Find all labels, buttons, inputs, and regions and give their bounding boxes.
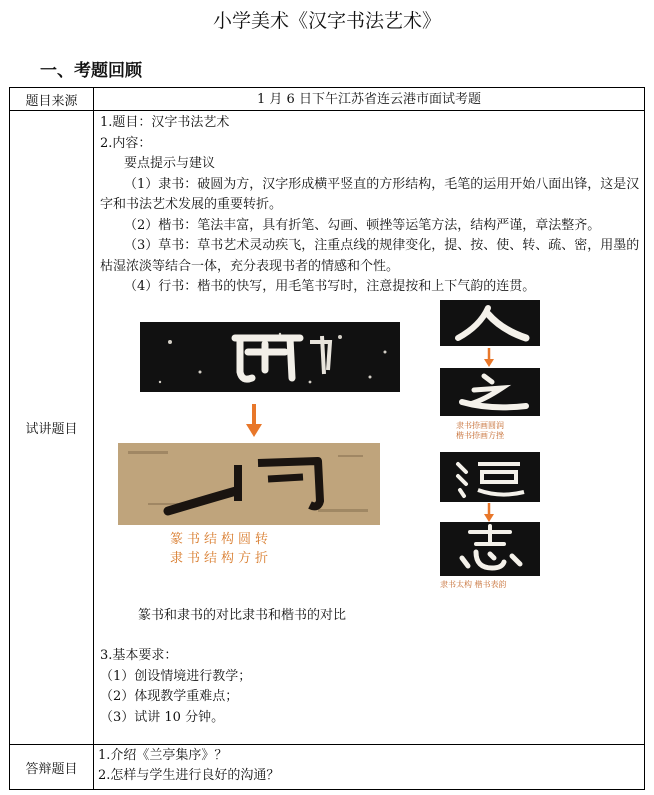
ren-glyph <box>440 300 540 346</box>
clerical-script-note: 隶书结构方折 <box>170 550 273 566</box>
clerical-script-image <box>118 443 380 525</box>
seal-script-image <box>140 322 400 392</box>
qa-question: 2.怎样与学生进行良好的沟通？ <box>98 768 280 783</box>
point-caoshu: （3）草书：草书艺术灵动疾飞，注重点线的规律变化，提、按、使、转、疏、密，用墨的枯湿浓淡等结合一体，充分表现书者的情感和个性。 <box>100 238 640 274</box>
qa-row <box>10 745 645 790</box>
section-heading: 一、考题回顾 <box>40 61 142 81</box>
point-kaishu: （2）楷书：笔法丰富，具有折笔、勾画、顿挫等运笔方法，结构严谨，章法整齐。 <box>124 217 601 233</box>
ren-zhi-note-2: 楷书捺画方挫 <box>456 430 504 440</box>
ren-zhi-note-1: 隶书捺画圆润 <box>456 420 504 430</box>
de-clerical-image <box>440 452 540 502</box>
requirement-item: （1）创设情境进行教学； <box>100 668 252 684</box>
point-lishu: （1）隶书：破圆为方，汉字形成横平竖直的方形结构，毛笔的运用开始八面出锋，这是汉字和书法艺术发展的重要转折。 <box>100 176 640 212</box>
down-arrow-icon <box>483 503 495 523</box>
main-content-cell <box>94 111 645 745</box>
qa-question: 1.介绍《兰亭集序》？ <box>98 748 228 763</box>
down-arrow-icon <box>483 348 495 368</box>
calligraphy-figures <box>100 300 640 606</box>
zhi-regular-image <box>440 368 540 416</box>
main-row <box>10 111 645 745</box>
clerical-script-glyph <box>118 443 380 525</box>
exam-table <box>9 87 645 790</box>
figure-caption: 篆书和隶书的对比隶书和楷书的对比 <box>138 607 347 623</box>
qa-label: 答辩题目 <box>10 745 94 790</box>
ren-clerical-image <box>440 300 540 346</box>
main-label: 试讲题目 <box>10 111 94 745</box>
zhi-will-glyph <box>440 522 540 576</box>
requirement-item: （3）试讲 10 分钟。 <box>100 709 225 725</box>
content-heading: 2.内容： <box>100 135 152 151</box>
source-row <box>10 88 645 111</box>
point-xingshu: （4）行书：楷书的快写，用毛笔书写时，注意提按和上下气韵的连贯。 <box>124 279 536 294</box>
topic-line: 1.题目：汉字书法艺术 <box>100 115 230 130</box>
de-zhi-note: 隶书太构 楷书表韵 <box>440 579 507 589</box>
seal-script-glyph <box>140 322 400 392</box>
requirement-item: （2）体现教学重难点； <box>100 689 239 704</box>
zhi-glyph <box>440 368 540 416</box>
down-arrow-icon <box>245 404 263 438</box>
zhi-will-regular-image <box>440 522 540 576</box>
source-label: 题目来源 <box>10 88 94 111</box>
requirements-heading: 3.基本要求： <box>100 648 178 663</box>
seal-script-note: 篆书结构圆转 <box>170 531 273 547</box>
source-value: 1 月 6 日下午江苏省连云港市面试考题 <box>94 88 645 111</box>
qa-content-cell <box>94 745 645 790</box>
de-glyph <box>440 452 540 502</box>
document-title: 小学美术《汉字书法艺术》 <box>212 10 441 32</box>
tips-heading: 要点提示与建议 <box>124 156 216 171</box>
